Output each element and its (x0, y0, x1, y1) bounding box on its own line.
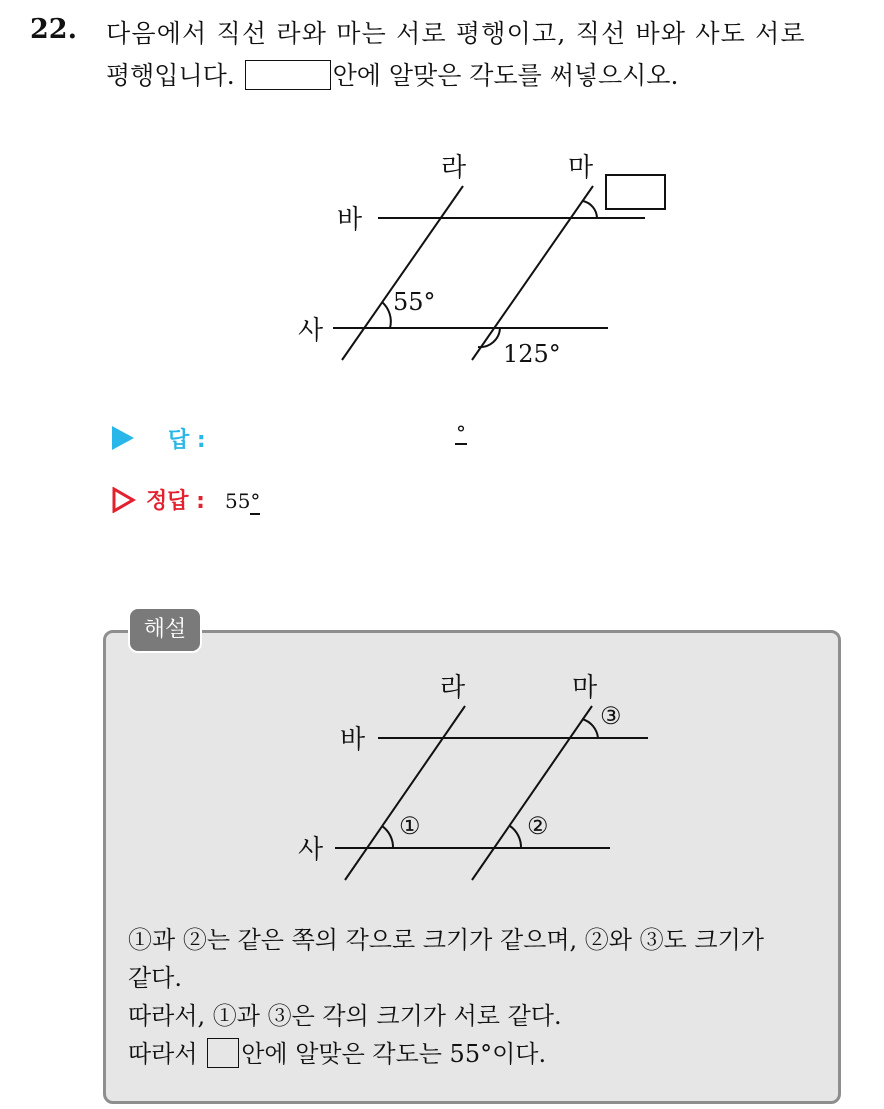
question-number: 22. (30, 14, 77, 45)
correct-degree-symbol: ° (250, 489, 261, 513)
explanation-line4 (128, 1034, 546, 1069)
label-ba: 바 (337, 205, 363, 235)
label-ma: 마 (568, 153, 594, 183)
exp-arc-3 (582, 719, 598, 738)
label-sa: 사 (298, 316, 324, 346)
explanation-line4-after: 안에 알맞은 각도는 55°이다. (241, 1040, 547, 1068)
question-text-after-box: 안에 알맞은 각도를 써넣으시오. (332, 61, 679, 90)
exp-arc-1 (382, 826, 393, 848)
exp-label-ma: 마 (572, 673, 598, 703)
exp-label-ra: 라 (440, 673, 466, 703)
explanation-tag: 해설 (128, 607, 202, 653)
explanation-line3: 따라서, ①과 ③은 각의 크기가 서로 같다. (128, 1002, 562, 1030)
angle-label-55: 55° (393, 288, 436, 316)
explanation-line2: 같다. (128, 964, 182, 992)
explanation-blank-box (207, 1038, 239, 1068)
exp-mark-1: ① (399, 812, 421, 840)
exp-label-sa: 사 (298, 835, 324, 865)
answer-label: 답 : (168, 428, 206, 453)
exp-mark-3: ③ (600, 702, 622, 730)
angle-label-125: 125° (503, 340, 561, 368)
label-ra: 라 (441, 153, 467, 183)
correct-answer-value: 55° (224, 489, 261, 513)
exp-mark-2: ② (527, 812, 549, 840)
question-text-before-box: 평행입니다. (106, 61, 235, 90)
explanation-line1: ①과 ②는 같은 쪽의 각으로 크기가 같으며, ②와 ③도 크기가 (128, 926, 764, 954)
explanation-line4-before: 따라서 (128, 1040, 198, 1068)
question-text-line1: 다음에서 직선 라와 마는 서로 평행이고, 직선 바와 사도 서로 (106, 19, 806, 48)
exp-line-ma (472, 706, 592, 880)
correct-answer-label: 정답 : (146, 489, 205, 514)
exp-arc-2 (510, 826, 521, 848)
answer-input[interactable]: ° (456, 421, 466, 445)
exp-label-ba: 바 (340, 725, 366, 755)
